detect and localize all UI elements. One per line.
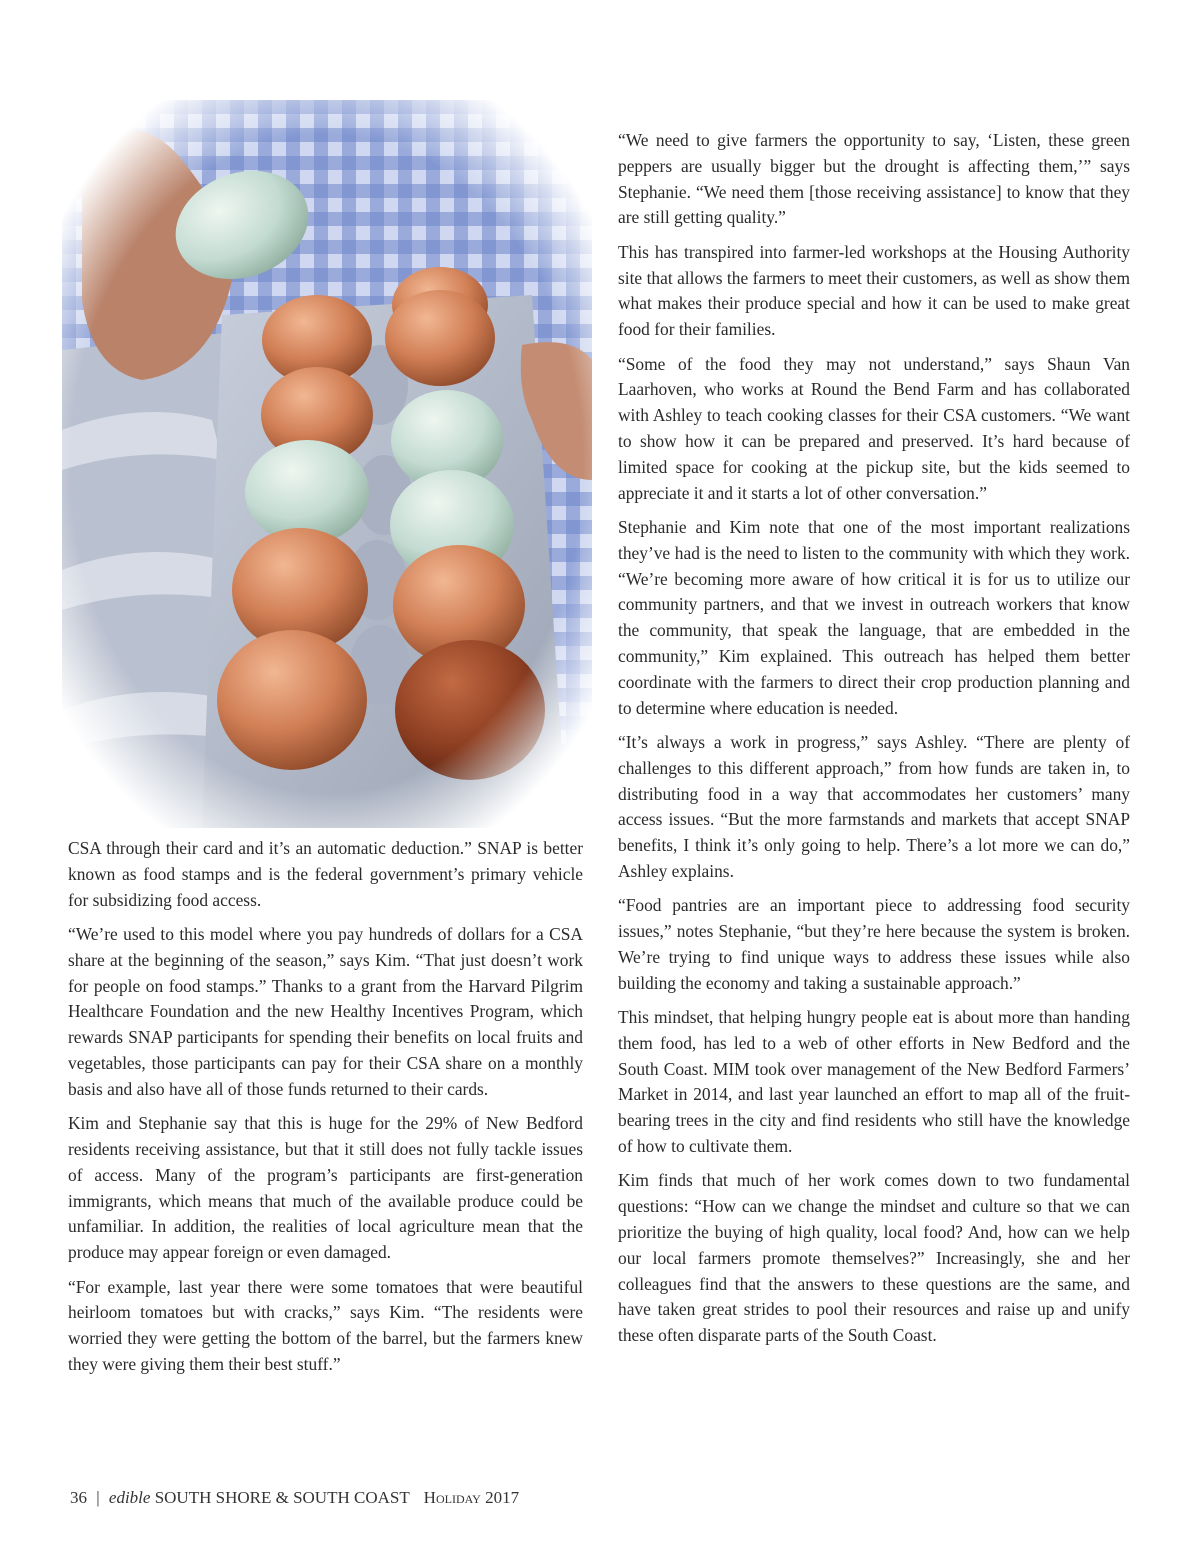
right-paragraph-1: “We need to give farmers the opportunity to say, ‘Listen, these green peppers are usually bigger but the drought is affecting them,’” says Stephanie. “We need them [those receiving assistance] to know that they are still getting quality.” bbox=[618, 130, 1130, 228]
right-paragraph-2: This has transpired into farmer-led workshops at the Housing Authority site that allows the farmers to meet their customers, as well as show them what makes their produce special and how it can be used to make great food for their families. bbox=[618, 241, 1130, 340]
right-paragraph-7: This mindset, that helping hungry people eat is about more than handing them food, has led to a web of other efforts in New Bedford and the South Coast. MIM took over management of the New Bedford Farmers’ Market in 2014, and last year launched an effort to map all of the fruit-bearing trees in the city and find residents who still have the knowledge of how to cultivate them. bbox=[618, 1007, 1130, 1157]
left-paragraph-4: “For example, last year there were some tomatoes that were beautiful heirloom tomatoes but with cracks,” says Kim. “The residents were worried they were getting the bottom of the barrel, but the farmers knew they were giving them their best stuff.” bbox=[68, 1276, 583, 1374]
left-paragraph-1: CSA through their card and it’s an automatic deduction.” SNAP is better known as food stamps and is the federal government’s primary vehicle for subsidizing food access. bbox=[68, 838, 583, 910]
right-paragraph-4: Stephanie and Kim note that one of the most important realizations they’ve had is the need to listen to the community with which they work. “We’re becoming more aware of how critical it is for us to utilize our community partners, and that we invest in outreach workers that know the community, that speak the language, that are embedded in the community,” Kim explained. This outreach has helped them better coordinate with the farmers to direct their crop production planning and to determine where education is needed. bbox=[618, 516, 1130, 718]
page-footer bbox=[70, 1488, 519, 1508]
magazine-name-italic: edible bbox=[108, 1488, 151, 1507]
right-paragraph-8: Kim finds that much of her work comes down to two fundamental questions: “How can we change the mindset and culture so that we can prioritize the buying of high quality, local food? And, how can we help our local farmers promote themselves?” Increasingly, she and her colleagues find that the answers to these questions are the same, and have taken great strides to pool their resources and raise up and unify these often disparate parts of the South Coast. bbox=[618, 1170, 1130, 1346]
footer-separator: | bbox=[96, 1488, 100, 1507]
right-column bbox=[618, 128, 1130, 1358]
left-paragraph-3: Kim and Stephanie say that this is huge for the 29% of New Bedford residents receiving assistance, but that it still does not fully tackle issues of access. Many of the program’s participants are first-generation immigrants, which means that much of the available produce could be unfamiliar. In addition, the realities of local agriculture mean that the produce may appear foreign or even damaged. bbox=[68, 1113, 583, 1263]
left-paragraph-2: “We’re used to this model where you pay hundreds of dollars for a CSA share at the beginning of the season,” says Kim. “That just doesn’t work for people on food stamps.” Thanks to a grant from the Harvard Pilgrim Healthcare Foundation and the new Healthy Incentives Program, which rewards SNAP participants for spending their benefits on local fruits and vegetables, those participants can pay for their CSA share on a monthly basis and also have all of those funds returned to their cards. bbox=[68, 923, 583, 1099]
issue-label: Holiday 2017 bbox=[423, 1488, 520, 1507]
eggs-photo bbox=[62, 100, 592, 828]
right-paragraph-3: “Some of the food they may not understand,” says Shaun Van Laarhoven, who works at Round the Bend Farm and has collaborated with Ashley to teach cooking classes for their CSA customers. “We want to show how it can be prepared and preserved. It’s hard because of limited space for cooking at the pickup site, but the kids seemed to appreciate it and it starts a lot of other conversation.” bbox=[618, 353, 1130, 503]
right-paragraph-5: “It’s always a work in progress,” says Ashley. “There are plenty of challenges to this different approach,” from how funds are taken in, to distributing food in a way that accommodates her customers’ many access issues. “But the more farmstands and markets that accept SNAP benefits, I think it’s only going to help. There’s a lot more we can do,” Ashley explains. bbox=[618, 731, 1130, 881]
magazine-name: SOUTH SHORE & SOUTH COAST bbox=[154, 1488, 410, 1507]
page-number: 36 bbox=[70, 1488, 87, 1507]
eggs-illustration bbox=[62, 100, 592, 828]
left-column bbox=[68, 836, 583, 1386]
right-paragraph-6: “Food pantries are an important piece to addressing food security issues,” notes Stephanie, “but they’re here because the system is broken. We’re trying to find unique ways to address these issues while also building the economy and taking a sustainable approach.” bbox=[618, 895, 1130, 993]
